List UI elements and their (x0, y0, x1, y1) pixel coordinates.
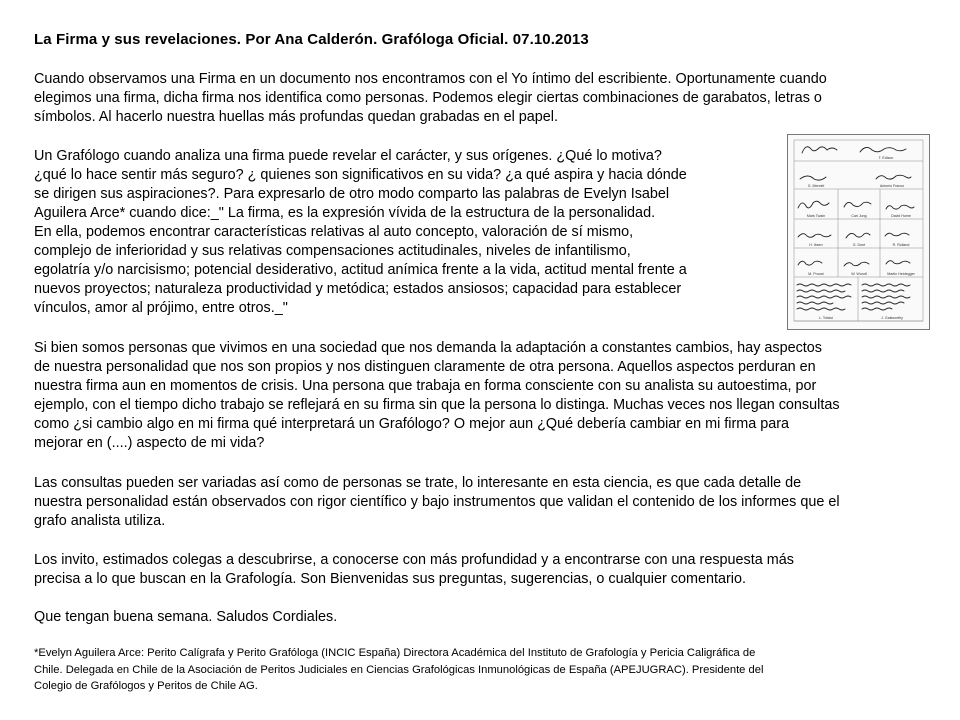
paragraph-4 (34, 474, 840, 531)
text-line: Cuando observamos una Firma en un documento nos encontramos con el Yo íntimo del escribiente. Oportunamente cuando (34, 71, 827, 87)
footnote-line: Colegio de Grafólogos y Peritos de Chile AG. (34, 680, 258, 692)
signature-caption: G. Mendel (807, 184, 825, 188)
signature-caption: Mark Twain (806, 214, 826, 218)
text-line: Los invito, estimados colegas a descubrirse, a conocerse con más profundidad y a encontrarse con una respuesta más (34, 552, 794, 568)
paragraph-5 (34, 551, 794, 589)
signature-specimens-image (787, 134, 930, 330)
signature-caption: H. Ibsen (809, 243, 823, 247)
text-line: complejo de inferioridad y sus relativas compensaciones actitudinales, niveles de infantilismo, (34, 243, 631, 259)
signature-sheet-drawing (788, 135, 929, 329)
signature-caption: Antonio Franco (879, 184, 905, 188)
text-line: se dirigen sus aspiraciones?. Para expresarlo de otro modo comparto las palabras de Evelyn Isabel (34, 186, 670, 202)
signature-caption: R. Rolland (892, 243, 910, 247)
signature-caption: T. Edison (878, 156, 894, 160)
signature-caption: G. Doré (852, 243, 866, 247)
footnote-line: *Evelyn Aguilera Arce: Perito Calígrafa y Perito Grafóloga (INCIC España) Directora Académica del Instituto de Grafología y Pericia Caligráfica de (34, 647, 756, 659)
signature-caption: L. Tolstoi (818, 316, 834, 320)
text-line: nuestra firma aun en momentos de crisis. Una persona que trabaja en forma consciente con su analista su autoestima, por (34, 378, 817, 394)
text-line: elegimos una firma, dicha firma nos identifica como personas. Podemos elegir ciertas combinaciones de garabatos, letras o (34, 90, 822, 106)
text-line: Que tengan buena semana. Saludos Cordiales. (34, 609, 338, 625)
text-line: nuestra personalidad están observados con rigor científico y bajo instrumentos que validan el contenido de los informes que el (34, 494, 840, 510)
page-title: La Firma y sus revelaciones. Por Ana Calderón. Grafóloga Oficial. 07.10.2013 (34, 31, 589, 48)
signature-caption: J. Galsworthy (881, 316, 903, 320)
paragraph-closing (34, 608, 337, 627)
signature-caption: M. Proust (808, 272, 824, 276)
text-line: símbolos. Al hacerlo nuestra huellas más profundas quedan grabadas en el papel. (34, 109, 558, 125)
text-line: nuevos proyectos; naturaleza productividad y metódica; estados ansiosos; capacidad para establecer (34, 281, 682, 297)
text-line: Si bien somos personas que vivimos en una sociedad que nos demanda la adaptación a constantes cambios, hay aspectos (34, 340, 822, 356)
paragraph-3 (34, 339, 840, 453)
text-line: grafo analista utiliza. (34, 513, 166, 529)
text-line: ejemplo, con el tiempo dicho trabajo se reflejará en su firma sin que la persona lo distinga. Muchas veces nos llegan consultas (34, 397, 840, 413)
text-line: mejorar en (....) aspecto de mi vida? (34, 435, 265, 451)
signature-caption: W. Wundt (851, 272, 867, 276)
text-line: vínculos, amor al prójimo, entre otros._" (34, 300, 288, 316)
footnote-line: Chile. Delegada en Chile de la Asociación de Peritos Judiciales en Ciencias Grafológicas Inmunológicas de España (APEJUGRAC). Presidente del (34, 663, 764, 676)
text-line: En ella, podemos encontrar características relativas al auto concepto, valoración de sí mismo, (34, 224, 634, 240)
text-line: Un Grafólogo cuando analiza una firma puede revelar el carácter, y sus orígenes. ¿Qué lo motiva? (34, 148, 662, 164)
footnote (34, 645, 763, 695)
signature-caption: Martin Heidegger (887, 272, 915, 276)
text-line: de nuestra personalidad que nos son propios y nos distinguen claramente de otra persona. Aquellos aspectos perduran en (34, 359, 816, 375)
text-line: Aguilera Arce* cuando dice:_" La firma, es la expresión vívida de la estructura de la personalidad. (34, 205, 656, 221)
text-line: Las consultas pueden ser variadas así como de personas se trate, lo interesante en esta ciencia, es que cada detalle de (34, 475, 802, 491)
text-line: egolatría y/o narcisismo; potencial desiderativo, actitud anímica frente a la vida, actitud mental frente a (34, 262, 687, 278)
text-line: precisa a lo que buscan en la Grafología. Son Bienvenidas sus preguntas, sugerencias, o cualquier comentario. (34, 571, 746, 587)
text-line: ¿qué lo hace sentir más seguro? ¿ quienes son significativos en su vida? ¿a qué aspira y hacia dónde (34, 167, 687, 183)
paragraph-1 (34, 70, 827, 127)
text-line: como ¿si cambio algo en mi firma qué interpretará un Grafólogo? O mejor aun ¿Qué debería cambiar en mi firma para (34, 416, 790, 432)
signature-caption: David Hume (891, 214, 911, 218)
signature-caption: Carl Jung (851, 214, 867, 218)
paragraph-2 (34, 147, 687, 318)
